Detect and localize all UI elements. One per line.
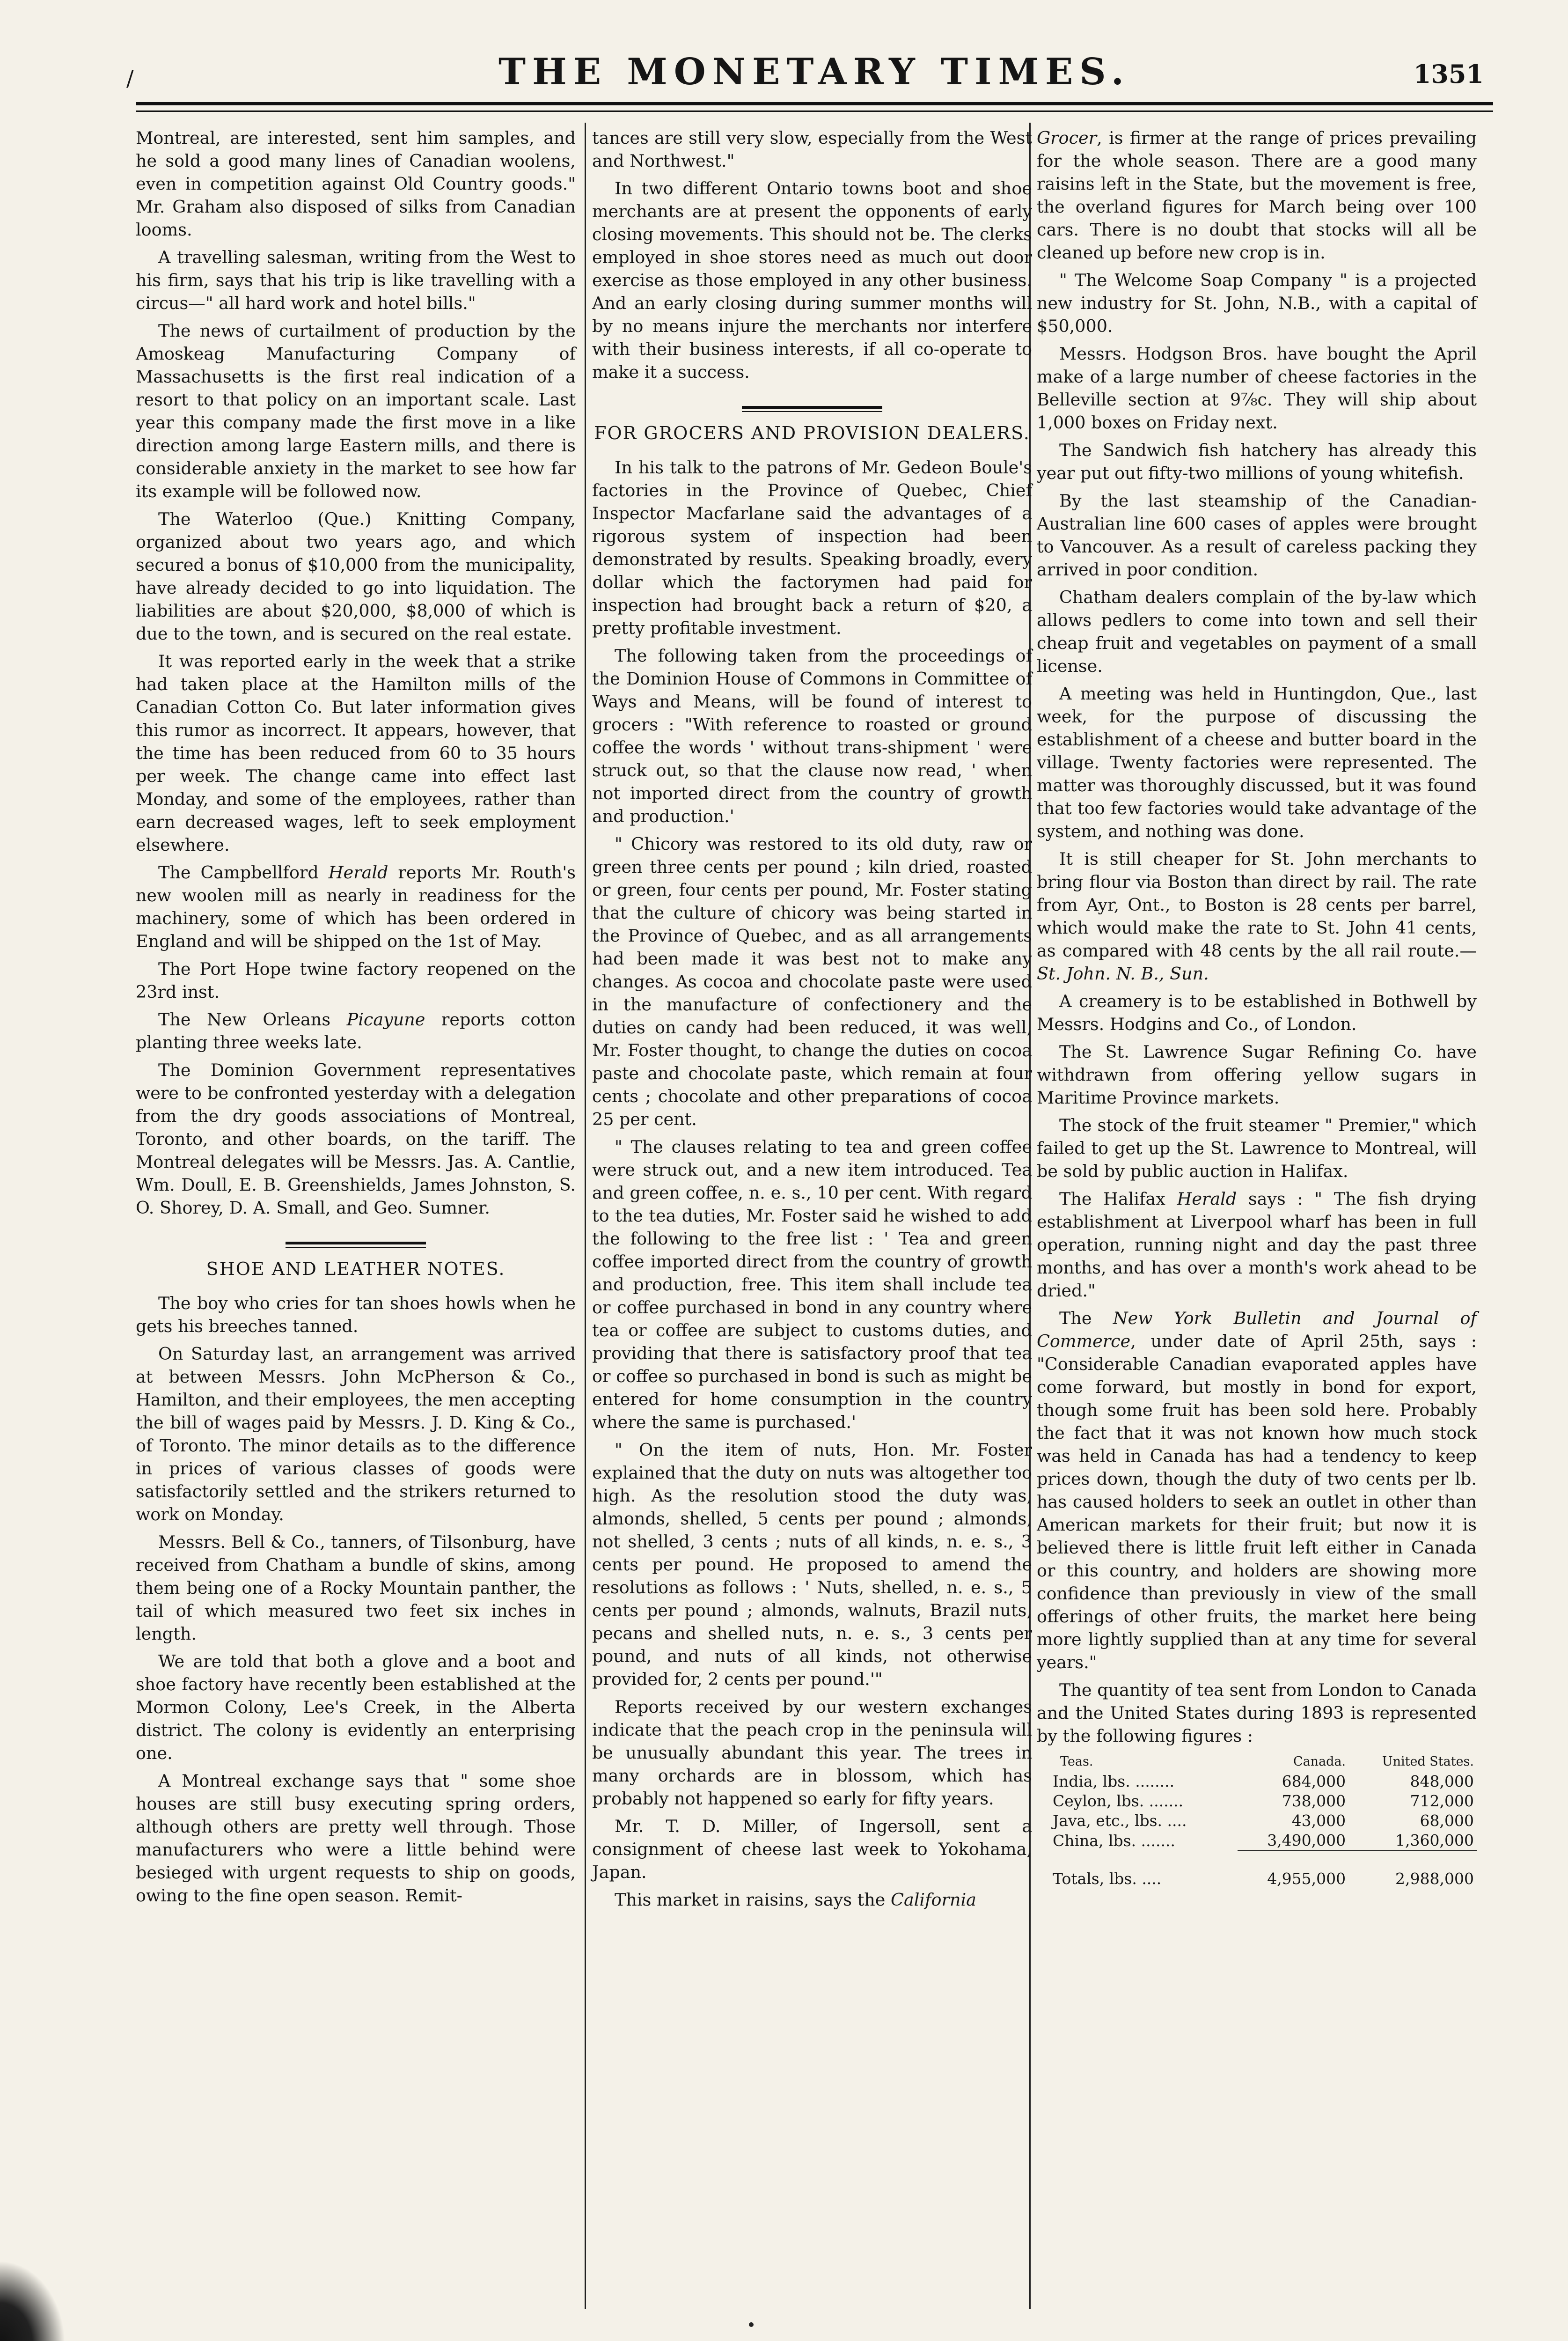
paragraph: " The clauses relating to tea and green coffee were struck out, and a new item introduced. Tea and green coffee, n. e. s., 10 per cent. With regard to the tea duties, Mr. Foster said he wished to add the following to the free list : ' Tea and green coffee imported direct from the country of growth and production, free. This item shall include tea or coffee purchased in bond in any country where tea or coffee are subject to customs duties, and providing that there is satisfactory proof that tea or coffee so purchased in bond is such as might be entered for home consumption in the country where the same is purchased.' — [592, 1137, 1032, 1432]
paragraph: The Sandwich fish hatchery has already this year put out fifty-two millions of young whitefish. — [1037, 440, 1477, 483]
paragraph: In two different Ontario towns boot and shoe merchants are at present the opponents of early closing movements. This should not be. The clerks employed in shoe stores need as much out door exercise as those employed in any other business. And an early closing during summer months will by no means injure the merchants nor interfere with their business interests, if all co-operate to make it a success. — [592, 178, 1032, 382]
paragraph: The Waterloo (Que.) Knitting Company, organized about two years ago, and which secured a bonus of $10,000 from the municipality, have already decided to go into liquidation. The liabilities are about $20,000, $8,000 of which is due to the town, and is secured on the real estate. — [136, 509, 576, 644]
table-total-row — [1037, 1851, 1477, 1889]
paragraph: Messrs. Bell & Co., tanners, of Tilsonburg, have received from Chatham a bundle of skins, among them being one of a Rocky Mountain panther, the tail of which measured two feet six inches in length. — [136, 1532, 576, 1644]
paragraph: " Chicory was restored to its old duty, raw or green three cents per pound ; kiln dried, roasted or green, four cents per pound, Mr. Foster stating that the culture of chicory was being started in the Province of Quebec, and as all arrangements had been made it was best not to make any changes. As cocoa and chocolate paste were used in the manufacture of confectionery and the duties on candy had been reduced, it was well, Mr. Foster thought, to change the duties on cocoa paste and chocolate paste, which remain at four cents ; chocolate and other preparations of cocoa 25 per cent. — [592, 834, 1032, 1129]
paragraph: In his talk to the patrons of Mr. Gedeon Boule's factories in the Province of Quebec, Chief Inspector Macfarlane said the advantages of a rigorous system of inspection had been demonstrated by results. Speaking broadly, every dollar which the factorymen had paid for inspection had brought back a return of $20, a pretty profitable investment. — [592, 457, 1032, 638]
paragraph: It is still cheaper for St. John merchants to bring flour via Boston than direct by rail. The rate from Ayr, Ont., to Boston is 28 cents per barrel, which would make the rate to St. John 41 cents, as compared with 48 cents by the all rail route.—St. John. N. B., Sun. — [1037, 849, 1477, 984]
column-2 — [592, 126, 1032, 1916]
paragraph: The stock of the fruit steamer " Premier," which failed to get up the St. Lawrence to Montreal, will be sold by public auction in Halifax. — [1037, 1115, 1477, 1181]
table-cell: India, lbs. ........ — [1053, 1772, 1175, 1790]
table-cell: Totals, lbs. .... — [1053, 1869, 1162, 1888]
paragraph: It was reported early in the week that a strike had taken place at the Hamilton mills of the Canadian Cotton Co. But later information gives this rumor as incorrect. It appears, however, that the time has been reduced from 60 to 35 hours per week. The change came into effect last Monday, and some of the employees, rather than earn decreased wages, left to seek employment elsewhere. — [136, 651, 576, 855]
column-header: United States. — [1382, 1754, 1474, 1769]
column-1 — [136, 126, 576, 1912]
table-row — [1037, 1791, 1477, 1811]
table-row — [1037, 1811, 1477, 1831]
paragraph: Reports received by our western exchanges indicate that the peach crop in the peninsula will be unusually abundant this year. The trees in many orchards are in blossom, which has probably not happened so early for fifty years. — [592, 1697, 1032, 1809]
margin-mark: / — [126, 66, 134, 91]
column-header: Canada. — [1293, 1754, 1346, 1769]
column-rule-1 — [585, 123, 586, 2309]
paragraph: The New Orleans Picayune reports cotton planting three weeks late. — [136, 1009, 576, 1053]
paragraph: Chatham dealers complain of the by-law which allows pedlers to come into town and sell their cheap fruit and vegetables on payment of a small license. — [1037, 587, 1477, 676]
paragraph: The St. Lawrence Sugar Refining Co. have withdrawn from offering yellow sugars in Maritime Province markets. — [1037, 1042, 1477, 1108]
paragraph: The quantity of tea sent from London to Canada and the United States during 1893 is represented by the following figures : — [1037, 1680, 1477, 1746]
paragraph: Mr. T. D. Miller, of Ingersoll, sent a consignment of cheese last week to Yokohama, Japan. — [592, 1816, 1032, 1882]
table-row — [1037, 1772, 1477, 1791]
paragraph: Montreal, are interested, sent him samples, and he sold a good many lines of Canadian woolens, even in competition against Old Country goods." Mr. Graham also disposed of silks from Canadian looms. — [136, 128, 576, 240]
paragraph: The Dominion Government representatives were to be confronted yesterday with a delegation from the dry goods associations of Montreal, Toronto, and other boards, on the tariff. The Montreal delegates will be Messrs. Jas. A. Cantlie, Wm. Doull, E. B. Greenshields, James Johnston, S. O. Shorey, D. A. Small, and Geo. Sumner. — [136, 1060, 576, 1218]
table-cell: 848,000 — [1410, 1772, 1474, 1790]
table-cell: China, lbs. ....... — [1053, 1831, 1175, 1850]
paragraph: The Port Hope twine factory reopened on the 23rd inst. — [136, 959, 576, 1002]
paragraph: A travelling salesman, writing from the West to his firm, says that his trip is like travelling with a circus—" all hard work and hotel bills." — [136, 247, 576, 313]
paragraph: Grocer, is firmer at the range of prices prevailing for the whole season. There are a good many raisins left in the State, but the movement is free, the overland figures for March being over 100 cars. There is no doubt that stocks will all be cleaned up before new crop is in. — [1037, 128, 1477, 263]
tea-shipments-table — [1037, 1752, 1477, 1889]
paragraph: A meeting was held in Huntingdon, Que., last week, for the purpose of discussing the establishment of a cheese and butter board in the village. Twenty factories were represented. The matter was thoroughly discussed, but it was found that too few factories would take advantage of the system, and nothing was done. — [1037, 684, 1477, 841]
section-separator — [742, 406, 882, 412]
table-cell: 43,000 — [1291, 1811, 1346, 1830]
ink-dot — [749, 2322, 754, 2327]
table-cell: Ceylon, lbs. ....... — [1053, 1792, 1184, 1810]
paragraph: The New York Bulletin and Journal of Commerce, under date of April 25th, says : "Considerable Canadian evaporated apples have come forward, but mostly in bond for export, though some fruit has been sold here. Probably the fact that it was not known how much stock was held in Canada has had a tendency to keep prices down, though the duty of two cents per lb. has caused holders to seek an outlet in other than American markets for their fruit; but now it is believed there is little fruit left either in Canada or this country, and holders are showing more confidence than previously in view of the small offerings of other fruits, the market here being more lightly supplied than at any time for several years." — [1037, 1308, 1477, 1672]
ink-blot — [0, 2260, 66, 2341]
table-cell: 2,988,000 — [1348, 1851, 1477, 1889]
table-cell: 68,000 — [1420, 1811, 1474, 1830]
paragraph: This market in raisins, says the California — [615, 1890, 976, 1910]
paragraph: tances are still very slow, especially from the West and Northwest." — [592, 128, 1032, 171]
table-header-row — [1037, 1752, 1477, 1772]
paragraph: The news of curtailment of production by the Amoskeag Manufacturing Company of Massachusetts is the first real indication of a resort to that policy on an important scale. Last year this company made the first move in a like direction among large Eastern mills, and there is considerable anxiety in the market to see how far its example will be followed now. — [136, 321, 576, 501]
table-row — [1037, 1831, 1477, 1851]
paragraph: We are told that both a glove and a boot and shoe factory have recently been established at the Mormon Colony, Lee's Creek, in the Alberta district. The colony is evidently an enterprising one. — [136, 1651, 576, 1763]
table-cell: 738,000 — [1282, 1792, 1346, 1810]
paragraph: The following taken from the proceedings of the Dominion House of Commons in Committee of Ways and Means, will be found of interest to grocers : "With reference to roasted or ground coffee the words ' without trans-shipment ' were struck out, so that the clause now read, ' when not imported direct from the country of growth and production.' — [592, 646, 1032, 826]
header-rule-thin — [136, 110, 1493, 112]
section-heading-grocers: FOR GROCERS AND PROVISION DEALERS. — [594, 423, 1030, 443]
paragraph: On Saturday last, an arrangement was arrived at between Messrs. John McPherson & Co., Hamilton, and their employees, the men accepting the bill of wages paid by Messrs. J. D. King & Co., of Toronto. The minor details as to the difference in prices of various classes of goods were satisfactorily settled and the strikers returned to work on Monday. — [136, 1344, 576, 1524]
section-separator — [286, 1242, 426, 1248]
table-cell: Java, etc., lbs. .... — [1053, 1811, 1187, 1830]
page-number: 1351 — [1413, 59, 1484, 89]
header-rule-thick — [136, 102, 1493, 105]
paragraph: By the last steamship of the Canadian-Australian line 600 cases of apples were brought to Vancouver. As a result of careless packing they arrived in poor condition. — [1037, 491, 1477, 580]
column-3 — [1037, 126, 1477, 1889]
paragraph: A creamery is to be established in Bothwell by Messrs. Hodgins and Co., of London. — [1037, 991, 1477, 1034]
paragraph: The Campbellford Herald reports Mr. Routh's new woolen mill as nearly in readiness for the machinery, some of which has been ordered in England and will be shipped on the 1st of May. — [136, 862, 576, 951]
newspaper-title: THE MONETARY TIMES. — [498, 51, 1130, 93]
paragraph: " On the item of nuts, Hon. Mr. Foster explained that the duty on nuts was altogether too high. As the resolution stood the duty was, almonds, shelled, 5 cents per pound ; almonds, not shelled, 3 cents ; nuts of all kinds, n. e. s., 3 cents per pound. He proposed to amend the resolutions as follows : ' Nuts, shelled, n. e. s., 5 cents per pound ; almonds, walnuts, Brazil nuts, pecans and shelled nuts, n. e. s., 3 cents per pound, and nuts of all kinds, not otherwise provided for, 2 cents per pound.'" — [592, 1440, 1032, 1689]
section-heading-shoe-leather: SHOE AND LEATHER NOTES. — [206, 1259, 506, 1279]
paragraph: " The Welcome Soap Company " is a projected new industry for St. John, N.B., with a capital of $50,000. — [1037, 270, 1477, 336]
table-cell: 4,955,000 — [1238, 1851, 1348, 1889]
table-cell: 684,000 — [1282, 1772, 1346, 1790]
masthead — [126, 51, 1493, 102]
paragraph: A Montreal exchange says that " some shoe houses are still busy executing spring orders, although others are pretty well through. Those manufacturers who were a little behind were besieged with urgent requests to ship on goods, owing to the fine open season. Remit- — [136, 1771, 576, 1906]
paragraph: The boy who cries for tan shoes howls when he gets his breeches tanned. — [136, 1293, 576, 1336]
table-cell: 712,000 — [1410, 1792, 1474, 1810]
paragraph: Messrs. Hodgson Bros. have bought the April make of a large number of cheese factories in the Belleville section at 9⅞c. They will ship about 1,000 boxes on Friday next. — [1037, 344, 1477, 433]
column-header: Teas. — [1060, 1754, 1093, 1769]
table-cell: 1,360,000 — [1395, 1831, 1474, 1849]
paragraph: The Halifax Herald says : " The fish drying establishment at Liverpool wharf has been in full operation, running night and day the past three months, and has over a month's work ahead to be dried." — [1037, 1189, 1477, 1301]
table-cell: 3,490,000 — [1267, 1831, 1346, 1849]
